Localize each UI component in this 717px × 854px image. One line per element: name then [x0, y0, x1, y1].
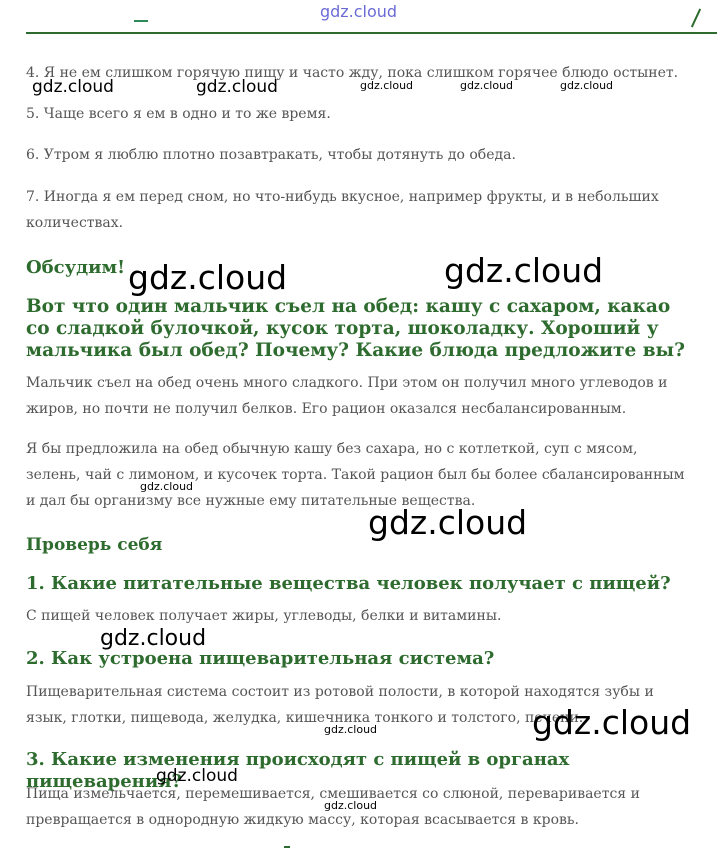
question-2: 2. Как устроена пищеварительная система? — [26, 648, 495, 669]
watermark: gdz.cloud — [128, 258, 288, 297]
discuss-question: Вот что один мальчик съел на обед: кашу с сахаром, какао со сладкой булочкой, кусок торта, шоколадку. Хороший у мальчика был обед? Почему? Какие блюда предложите вы? — [26, 296, 685, 361]
watermark: gdz.cloud — [444, 251, 604, 290]
list-item: 5. Чаще всего я ем в одно и то же время. — [26, 106, 331, 122]
discuss-answer-2: Я бы предложила на обед обычную кашу без сахара, но с котлеткой, суп с мясом, зелень, чай с лимоном, и кусочек торта. Такой рацион был бы более сбалансированным и дал бы организму все нужные ему питательные вещества. — [26, 441, 685, 509]
bottom-cutoff-mark — [284, 846, 290, 854]
watermark: gdz.cloud — [532, 703, 692, 742]
list-item: 4. Я не ем слишком горячую пищу и часто жду, пока слишком горячее блюдо остынет. — [26, 65, 679, 81]
watermark: gdz.cloud — [32, 77, 114, 97]
list-item: 7. Иногда я ем перед сном, но что-нибудь вкусное, например фрукты, и в небольших количествах. — [26, 189, 659, 231]
watermark: gdz.cloud — [368, 503, 528, 542]
question-3: 3. Какие изменения происходят с пищей в органах пищеварения? — [26, 749, 570, 792]
answer-1: С пищей человек получает жиры, углеводы, белки и витамины. — [26, 608, 502, 624]
site-header-watermark[interactable]: gdz.cloud — [319, 2, 398, 21]
check-heading: Проверь себя — [26, 535, 163, 555]
watermark: gdz.cloud — [460, 79, 514, 92]
watermark: gdz.cloud — [100, 626, 207, 651]
answer-2: Пищеварительная система состоит из ротовой полости, в которой находятся зубы и язык, глотки, пищевода, желудка, кишечника тонкого и толстого, печени. — [26, 684, 654, 726]
watermark: gdz.cloud — [324, 799, 378, 812]
watermark: gdz.cloud — [156, 766, 238, 786]
watermark: gdz.cloud — [560, 79, 614, 92]
watermark: gdz.cloud — [324, 723, 378, 736]
list-item: 6. Утром я люблю плотно позавтракать, чтобы дотянуть до обеда. — [26, 147, 516, 163]
answer-3: Пища измельчается, перемешивается, смешивается со слюной, переваривается и превращается в однородную жидкую массу, которая всасывается в кровь. — [26, 786, 640, 828]
watermark: gdz.cloud — [140, 480, 194, 493]
discuss-answer-1: Мальчик съел на обед очень много сладкого. При этом он получил много углеводов и жиров, но почти не получил белков. Его рацион оказался несбалансированным. — [26, 375, 668, 417]
question-1: 1. Какие питательные вещества человек получает с пищей? — [26, 573, 671, 594]
watermark: gdz.cloud — [360, 79, 414, 92]
watermark: gdz.cloud — [196, 77, 278, 97]
top-divider — [26, 32, 717, 34]
discuss-heading: Обсудим! — [26, 257, 126, 278]
